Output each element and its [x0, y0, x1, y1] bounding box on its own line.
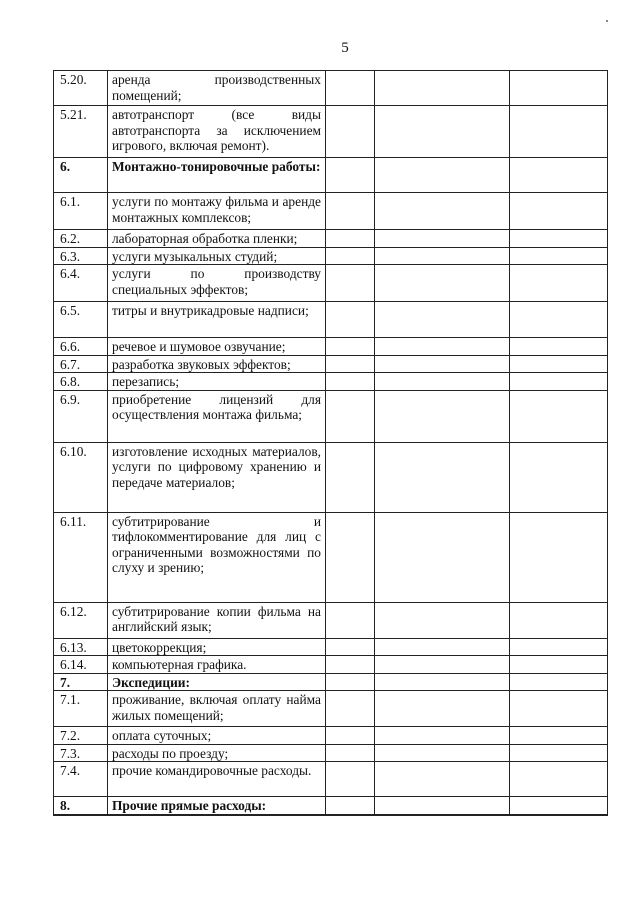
row-number: 5.20. [54, 71, 108, 106]
row-number: 6.9. [54, 390, 108, 442]
empty-cell-a [326, 442, 375, 512]
empty-cell-c [510, 106, 608, 158]
empty-cell-c [510, 691, 608, 727]
table-row [54, 673, 608, 691]
empty-cell-a [326, 602, 375, 638]
row-description: Монтажно-тонировочные работы: [108, 158, 326, 193]
row-number: 6.7. [54, 355, 108, 373]
empty-cell-a [326, 390, 375, 442]
table-row [54, 158, 608, 193]
empty-cell-a [326, 512, 375, 602]
row-description: приобретение лицензий для осуществления монтажа фильма; [108, 390, 326, 442]
empty-cell-a [326, 158, 375, 193]
empty-cell-c [510, 797, 608, 815]
row-number: 6.11. [54, 512, 108, 602]
empty-cell-a [326, 638, 375, 656]
table-row [54, 691, 608, 727]
table-row [54, 442, 608, 512]
empty-cell-c [510, 673, 608, 691]
empty-cell-b [375, 106, 510, 158]
row-description: Прочие прямые расходы: [108, 797, 326, 815]
row-description: Экспедиции: [108, 673, 326, 691]
empty-cell-b [375, 656, 510, 674]
empty-cell-a [326, 247, 375, 265]
row-description: перезапись; [108, 373, 326, 391]
empty-cell-a [326, 744, 375, 762]
empty-cell-b [375, 302, 510, 338]
table-row [54, 373, 608, 391]
empty-cell-c [510, 373, 608, 391]
empty-cell-c [510, 744, 608, 762]
empty-cell-c [510, 247, 608, 265]
row-number: 6.10. [54, 442, 108, 512]
table-row [54, 762, 608, 797]
row-description: расходы по проезду; [108, 744, 326, 762]
row-description: автотранспорт (все виды автотранспорта за исключением игрового, включая ремонт). [108, 106, 326, 158]
empty-cell-b [375, 442, 510, 512]
empty-cell-c [510, 638, 608, 656]
row-number: 7. [54, 673, 108, 691]
table-row [54, 727, 608, 745]
empty-cell-b [375, 638, 510, 656]
row-description: речевое и шумовое озвучание; [108, 338, 326, 356]
empty-cell-b [375, 602, 510, 638]
table-row [54, 390, 608, 442]
empty-cell-a [326, 265, 375, 302]
empty-cell-b [375, 230, 510, 248]
empty-cell-b [375, 744, 510, 762]
row-description: субтитрирование копии фильма на английский язык; [108, 602, 326, 638]
empty-cell-b [375, 673, 510, 691]
empty-cell-c [510, 512, 608, 602]
empty-cell-a [326, 762, 375, 797]
row-number: 6.5. [54, 302, 108, 338]
empty-cell-b [375, 762, 510, 797]
table-row [54, 602, 608, 638]
table-row [54, 71, 608, 106]
empty-cell-c [510, 71, 608, 106]
empty-cell-a [326, 797, 375, 815]
empty-cell-c [510, 302, 608, 338]
empty-cell-b [375, 355, 510, 373]
row-number: 6.3. [54, 247, 108, 265]
row-number: 6.14. [54, 656, 108, 674]
table-row [54, 265, 608, 302]
row-description: субтитрирование и тифлокомментирование для лиц с ограниченными возможностями по слуху и зрению; [108, 512, 326, 602]
empty-cell-c [510, 193, 608, 230]
row-number: 6.4. [54, 265, 108, 302]
empty-cell-c [510, 656, 608, 674]
row-description: услуги по производству специальных эффектов; [108, 265, 326, 302]
table-row [54, 797, 608, 815]
empty-cell-c [510, 762, 608, 797]
empty-cell-b [375, 691, 510, 727]
empty-cell-c [510, 230, 608, 248]
empty-cell-a [326, 691, 375, 727]
table-row [54, 338, 608, 356]
expense-table [53, 70, 608, 816]
empty-cell-c [510, 390, 608, 442]
table-row [54, 744, 608, 762]
table-row [54, 355, 608, 373]
empty-cell-c [510, 442, 608, 512]
empty-cell-b [375, 71, 510, 106]
row-number: 7.1. [54, 691, 108, 727]
row-number: 7.3. [54, 744, 108, 762]
table-row [54, 106, 608, 158]
row-description: цветокоррекция; [108, 638, 326, 656]
empty-cell-a [326, 727, 375, 745]
table-body [54, 71, 608, 815]
row-description: изготовление исходных материалов, услуги по цифровому хранению и передаче материалов; [108, 442, 326, 512]
row-number: 6.1. [54, 193, 108, 230]
row-number: 7.2. [54, 727, 108, 745]
empty-cell-c [510, 602, 608, 638]
row-description: компьютерная графика. [108, 656, 326, 674]
empty-cell-a [326, 302, 375, 338]
empty-cell-a [326, 656, 375, 674]
row-description: разработка звуковых эффектов; [108, 355, 326, 373]
row-number: 6.2. [54, 230, 108, 248]
row-description: оплата суточных; [108, 727, 326, 745]
row-number: 6.6. [54, 338, 108, 356]
empty-cell-c [510, 158, 608, 193]
empty-cell-c [510, 727, 608, 745]
row-description: титры и внутрикадровые надписи; [108, 302, 326, 338]
row-number: 6.13. [54, 638, 108, 656]
table-row [54, 638, 608, 656]
row-description: аренда производственных помещений; [108, 71, 326, 106]
page-number: 5 [341, 40, 349, 56]
empty-cell-b [375, 512, 510, 602]
empty-cell-c [510, 355, 608, 373]
empty-cell-b [375, 193, 510, 230]
empty-cell-b [375, 158, 510, 193]
empty-cell-a [326, 338, 375, 356]
empty-cell-a [326, 373, 375, 391]
table-row [54, 512, 608, 602]
row-number: 6. [54, 158, 108, 193]
row-description: лабораторная обработка пленки; [108, 230, 326, 248]
table-row [54, 230, 608, 248]
empty-cell-c [510, 338, 608, 356]
empty-cell-b [375, 265, 510, 302]
empty-cell-c [510, 265, 608, 302]
row-number: 8. [54, 797, 108, 815]
row-description: прочие командировочные расходы. [108, 762, 326, 797]
table-row [54, 656, 608, 674]
table-row [54, 193, 608, 230]
table-row [54, 302, 608, 338]
table-row [54, 247, 608, 265]
row-description: услуги музыкальных студий; [108, 247, 326, 265]
empty-cell-a [326, 71, 375, 106]
row-description: проживание, включая оплату найма жилых помещений; [108, 691, 326, 727]
empty-cell-a [326, 230, 375, 248]
empty-cell-b [375, 373, 510, 391]
empty-cell-a [326, 193, 375, 230]
scan-speck [606, 20, 608, 22]
empty-cell-b [375, 797, 510, 815]
row-number: 6.8. [54, 373, 108, 391]
empty-cell-b [375, 390, 510, 442]
empty-cell-b [375, 338, 510, 356]
row-description: услуги по монтажу фильма и аренде монтажных комплексов; [108, 193, 326, 230]
empty-cell-b [375, 247, 510, 265]
empty-cell-a [326, 106, 375, 158]
empty-cell-a [326, 673, 375, 691]
row-number: 7.4. [54, 762, 108, 797]
empty-cell-a [326, 355, 375, 373]
row-number: 6.12. [54, 602, 108, 638]
empty-cell-b [375, 727, 510, 745]
row-number: 5.21. [54, 106, 108, 158]
